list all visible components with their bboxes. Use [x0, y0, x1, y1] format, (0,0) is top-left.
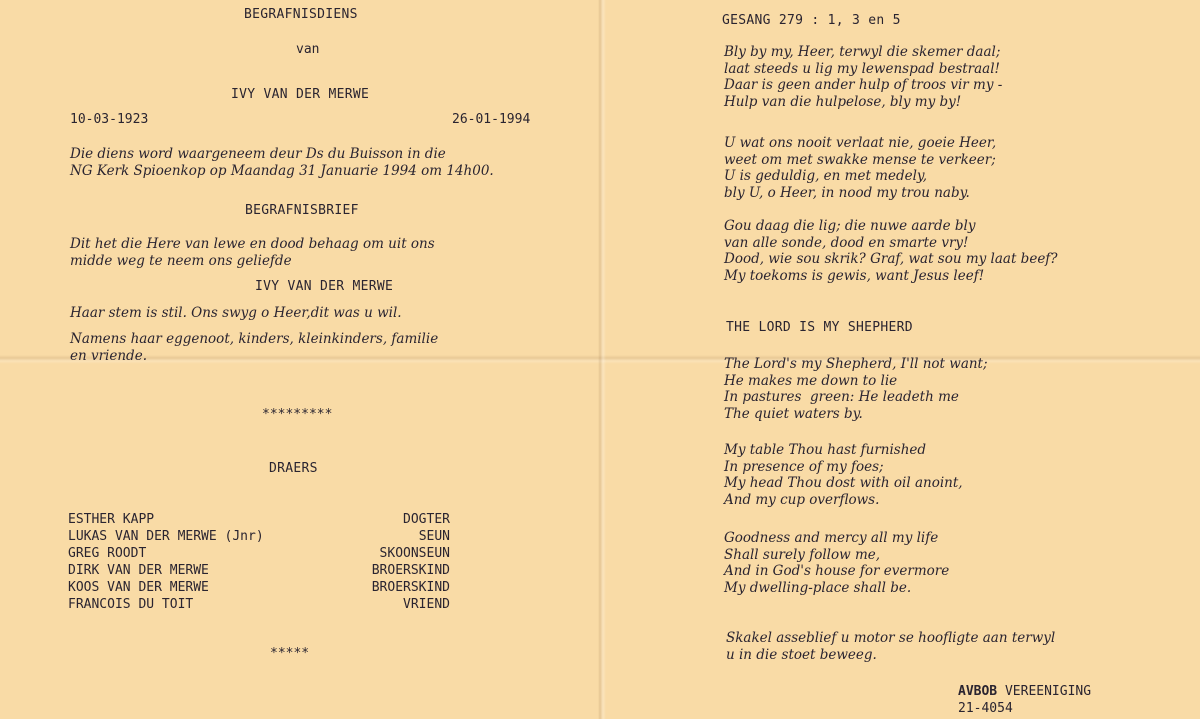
hymn-line: bly U, o Heer, in nood my trou naby.	[724, 184, 970, 201]
hymn-line: My toekoms is gewis, want Jesus leef!	[724, 267, 985, 284]
hymn-line: van alle sonde, dood en smarte vry!	[724, 234, 969, 251]
bearer-row	[68, 529, 450, 544]
psalm-line: Goodness and mercy all my life	[724, 530, 939, 546]
voice-line: Haar stem is stil. Ons swyg o Heer,dit was u wil.	[70, 305, 402, 321]
letter-line: Dit het die Here van lewe en dood behaag om uit ons	[70, 236, 435, 252]
hymn-line: Bly by my, Heer, terwyl die skemer daal;	[724, 44, 1001, 60]
hymn-line: U is geduldig, en met medely,	[724, 168, 928, 184]
psalm-line: The quiet waters by.	[724, 405, 863, 422]
bearer-relation: VRIEND	[403, 597, 450, 612]
bearer-name: FRANCOIS DU TOIT	[68, 597, 194, 612]
bearer-row	[68, 512, 450, 527]
hymn-line: Hulp van die hulpelose, bly my by!	[724, 93, 962, 110]
hymn-line: weet om met swakke mense te verkeer;	[724, 151, 996, 168]
van-label: van	[296, 42, 320, 57]
service-details	[70, 146, 494, 179]
bearer-name: DIRK VAN DER MERWE	[68, 563, 209, 578]
service-title: BEGRAFNISDIENS	[244, 7, 358, 22]
psalm-line: In presence of my foes;	[724, 458, 884, 475]
psalm-line: The Lord's my Shepherd, I'll not want;	[724, 356, 988, 372]
bearer-row	[68, 597, 450, 612]
letter-deceased-name: IVY VAN DER MERWE	[255, 279, 394, 294]
psalm-line: My head Thou dost with oil anoint,	[724, 475, 963, 491]
deceased-name: IVY VAN DER MERWE	[231, 87, 370, 102]
psalm-line: My table Thou hast furnished	[724, 442, 927, 458]
bearer-name: ESTHER KAPP	[68, 512, 155, 527]
separator-stars: *********	[262, 407, 333, 422]
bearer-relation: DOGTER	[403, 512, 450, 527]
hymn-verse-2	[724, 135, 996, 201]
bearer-relation: BROERSKIND	[371, 563, 450, 578]
bearer-relation: BROERSKIND	[371, 580, 450, 595]
hymn-line: Daar is geen ander hulp of troos vir my -	[724, 77, 1003, 93]
on-behalf-line: en vriende.	[70, 347, 147, 364]
on-behalf-line: Namens haar eggenoot, kinders, kleinkinders, familie	[70, 331, 439, 347]
undertaker-phone: 21-4054	[958, 701, 1013, 716]
voice-line-block	[70, 305, 402, 322]
undertaker-stamp	[958, 684, 1091, 700]
birth-date: 10-03-1923	[70, 112, 149, 127]
note-line: Skakel asseblief u motor se hoofligte aan terwyl	[726, 630, 1056, 646]
death-date: 26-01-1994	[452, 112, 531, 127]
undertaker-town: VEREENIGING	[1004, 684, 1092, 699]
psalm-line: And in God's house for evermore	[724, 563, 950, 579]
bearer-row	[68, 563, 450, 578]
headlights-note	[726, 630, 1055, 663]
bearer-name: KOOS VAN DER MERWE	[68, 580, 209, 595]
psalm-verse-2	[724, 442, 963, 508]
letter-text	[70, 236, 435, 269]
service-line: Die diens word waargeneem deur Ds du Buisson in die	[70, 146, 446, 162]
psalm-line: He makes me down to lie	[724, 372, 898, 389]
bearer-relation: SKOONSEUN	[379, 546, 450, 561]
hymn-line: Gou daag die lig; die nuwe aarde bly	[724, 218, 976, 234]
bearer-row	[68, 580, 450, 595]
hymn-line: laat steeds u lig my lewenspad bestraal!	[724, 60, 1000, 77]
hymn-verse-1	[724, 44, 1002, 110]
hymn-line: Dood, wie sou skrik? Graf, wat sou my laat beef?	[724, 251, 1058, 267]
service-line: NG Kerk Spioenkop op Maandag 31 Januarie 1994 om 14h00.	[70, 162, 494, 179]
note-line: u in die stoet beweeg.	[726, 646, 877, 663]
bearers-title: DRAERS	[269, 461, 318, 476]
bearer-name: GREG ROODT	[68, 546, 147, 561]
psalm-verse-3	[724, 530, 949, 596]
hymn-line: U wat ons nooit verlaat nie, goeie Heer,	[724, 135, 997, 151]
psalm-verse-1	[724, 356, 988, 422]
hymn-title: GESANG 279 : 1, 3 en 5	[722, 13, 901, 28]
letter-title: BEGRAFNISBRIEF	[245, 203, 359, 218]
undertaker-brand: AVBOB	[958, 684, 998, 699]
psalm-line: My dwelling-place shall be.	[724, 579, 912, 596]
psalm-title: THE LORD IS MY SHEPHERD	[726, 320, 913, 335]
separator-stars-small: *****	[270, 646, 310, 661]
psalm-line: Shall surely follow me,	[724, 546, 881, 563]
letter-line: midde weg te neem ons geliefde	[70, 252, 292, 269]
on-behalf-block	[70, 331, 438, 364]
psalm-line: And my cup overflows.	[724, 491, 880, 508]
psalm-line: In pastures green: He leadeth me	[724, 389, 959, 405]
hymn-verse-3	[724, 218, 1058, 284]
bearer-row	[68, 546, 450, 561]
bearer-name: LUKAS VAN DER MERWE (Jnr)	[68, 529, 264, 544]
bearer-relation: SEUN	[418, 529, 450, 544]
